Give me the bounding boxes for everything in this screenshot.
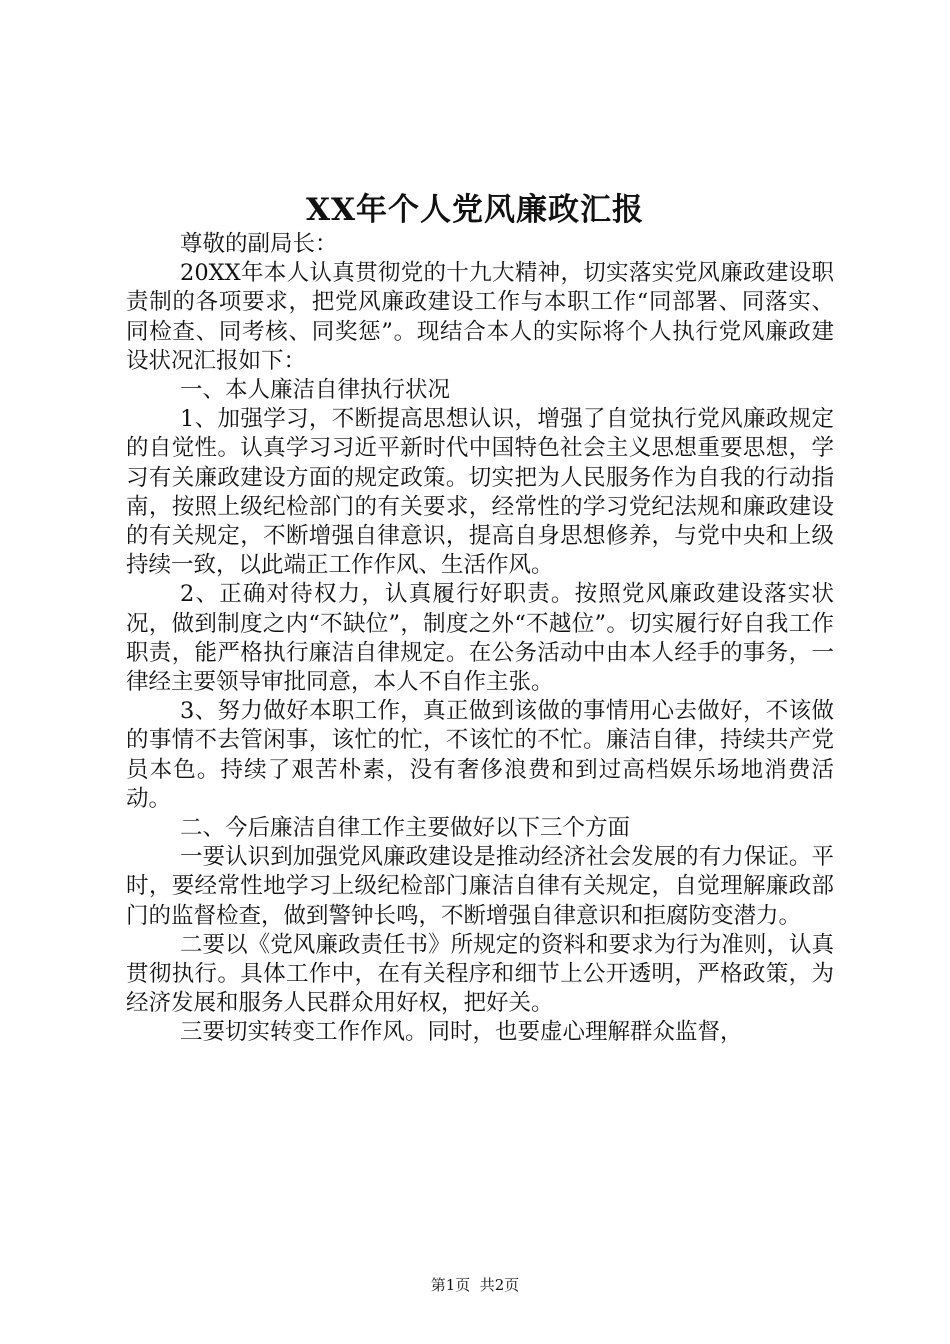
- body-paragraph: 3、努力做好本职工作，真正做到该做的事情用心去做好，不该做的事情不去管闲事，该忙的忙，不该忙的不忙。廉洁自律，持续共产党员本色。持续了艰苦朴素，没有奢侈浪费和到过高档娱乐场地消费活动。: [126, 698, 834, 812]
- body-paragraph: 2、正确对待权力，认真履行好职责。按照党风廉政建设落实状况，做到制度之内“不缺位”，制度之外“不越位”。切实履行好自我工作职责，能严格执行廉洁自律规定。在公务活动中由本人经手的事务，一律经主要领导审批同意，本人不自作主张。: [126, 581, 834, 696]
- section-heading-2: 二、今后廉洁自律工作主要做好以下三个方面: [180, 815, 631, 842]
- body-paragraph: 三要切实转变工作作风。同时，也要虚心理解群众监督，: [180, 1019, 743, 1046]
- page-footer: [0, 1274, 950, 1295]
- body-paragraph: 二要以《党风廉政责任书》所规定的资料和要求为行为准则，认真贯彻执行。具体工作中，在有关程序和细节上公开透明，严格政策，为经济发展和服务人民群众用好权，把好关。: [126, 931, 834, 1017]
- section-heading-1: 一、本人廉洁自律执行状况: [180, 377, 451, 404]
- salutation: 尊敬的副局长：: [180, 231, 338, 257]
- document-title: XX年个人党风廉政汇报: [305, 192, 645, 228]
- body-paragraph: 一要认识到加强党风廉政建设是推动经济社会发展的有力保证。平时，要经常性地学习上级纪检部门廉洁自律有关规定，自觉理解廉政部门的监督检查，做到警钟长鸣，不断增强自律意识和拒腐防变潜力。: [126, 844, 834, 929]
- page-number: 第1页 共2页: [430, 1276, 520, 1294]
- document-body: [126, 230, 834, 1048]
- intro-paragraph: 20XX年本人认真贯彻党的十九大精神，切实落实党风廉政建设职责制的各项要求，把党风廉政建设工作与本职工作“同部署、同落实、同检查、同考核、同奖惩”。现结合本人的实际将个人执行党风廉政建设状况汇报如下：: [126, 260, 834, 374]
- body-paragraph: 1、加强学习，不断提高思想认识，增强了自觉执行党风廉政规定的自觉性。认真学习习近平新时代中国特色社会主义思想重要思想，学习有关廉政建设方面的规定政策。切实把为人民服务作为自我的行动指南，按照上级纪检部门的有关要求，经常性的学习党纪法规和廉政建设的有关规定，不断增强自律意识，提高自身思想修养，与党中央和上级持续一致，以此端正工作作风、生活作风。: [126, 406, 834, 579]
